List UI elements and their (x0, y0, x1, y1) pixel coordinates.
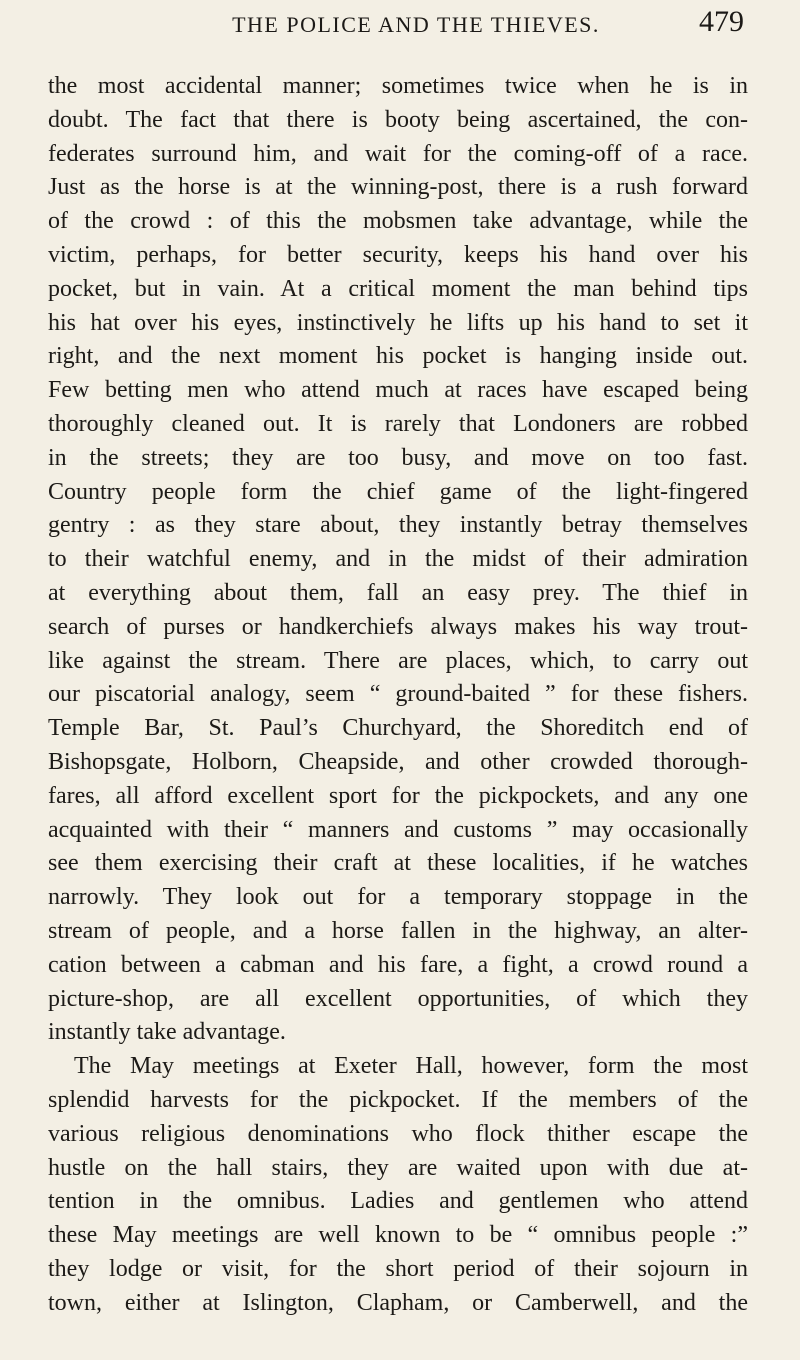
text-line: picture-shop, are all excellent opportunities, of which they (48, 985, 748, 1012)
text-line: at everything about them, fall an easy prey. The thief in (48, 579, 748, 606)
text-line: Just as the horse is at the winning-post, there is a rush forward (48, 174, 748, 201)
text-line: acquainted with their “ manners and customs ” may occasionally (48, 816, 748, 843)
paragraph-2 (48, 1050, 748, 1320)
text-line: thoroughly cleaned out. It is rarely that Londoners are robbed (48, 410, 748, 437)
text-line: Country people form the chief game of the light-fingered (48, 478, 748, 505)
text-line: fares, all afford excellent sport for the pickpockets, and any one (48, 782, 748, 809)
text-line: stream of people, and a horse fallen in the highway, an alter- (48, 917, 748, 944)
text-line: Temple Bar, St. Paul’s Churchyard, the Shoreditch end of (48, 715, 748, 742)
body-text (48, 70, 748, 1320)
text-line: these May meetings are well known to be “ omnibus people :” (48, 1222, 748, 1249)
text-line: victim, perhaps, for better security, keeps his hand over his (48, 241, 748, 268)
text-line: Few betting men who attend much at races have escaped being (48, 377, 748, 404)
text-line: his hat over his eyes, instinctively he lifts up his hand to set it (48, 309, 748, 336)
running-head (48, 0, 748, 70)
text-line: splendid harvests for the pickpocket. If the members of the (48, 1086, 748, 1113)
text-line: hustle on the hall stairs, they are waited upon with due at- (48, 1154, 748, 1181)
text-line: town, either at Islington, Clapham, or Camberwell, and the (48, 1289, 748, 1316)
text-line: to their watchful enemy, and in the midst of their admiration (48, 546, 748, 573)
text-line: gentry : as they stare about, they instantly betray themselves (48, 512, 748, 539)
text-line: like against the stream. There are places, which, to carry out (48, 647, 748, 674)
page-number: 479 (699, 5, 744, 38)
text-line: doubt. The fact that there is booty being ascertained, the con- (48, 106, 748, 133)
text-line: in the streets; they are too busy, and move on too fast. (48, 444, 748, 471)
text-line: our piscatorial analogy, seem “ ground-baited ” for these fishers. (48, 681, 748, 708)
running-title: THE POLICE AND THE THIEVES. (232, 12, 600, 37)
text-line: pocket, but in vain. At a critical moment the man behind tips (48, 275, 748, 302)
text-line: see them exercising their craft at these localities, if he watches (48, 850, 748, 877)
text-line: right, and the next moment his pocket is hanging inside out. (48, 343, 748, 370)
text-line: instantly take advantage. (48, 1019, 286, 1046)
text-line: search of purses or handkerchiefs always makes his way trout- (48, 613, 748, 640)
text-line: Bishopsgate, Holborn, Cheapside, and other crowded thorough- (48, 748, 748, 775)
text-line: cation between a cabman and his fare, a fight, a crowd round a (48, 951, 748, 978)
text-line: of the crowd : of this the mobsmen take advantage, while the (48, 208, 748, 235)
text-line: they lodge or visit, for the short period of their sojourn in (48, 1255, 748, 1282)
text-line: narrowly. They look out for a temporary stoppage in the (48, 884, 748, 911)
text-line: federates surround him, and wait for the coming-off of a race. (48, 140, 748, 167)
text-line: various religious denominations who flock thither escape the (48, 1120, 748, 1147)
text-line: The May meetings at Exeter Hall, however, form the most (74, 1053, 748, 1080)
text-line: the most accidental manner; sometimes twice when he is in (48, 73, 748, 99)
text-line: tention in the omnibus. Ladies and gentlemen who attend (48, 1188, 748, 1215)
paragraph-1 (48, 70, 748, 1050)
